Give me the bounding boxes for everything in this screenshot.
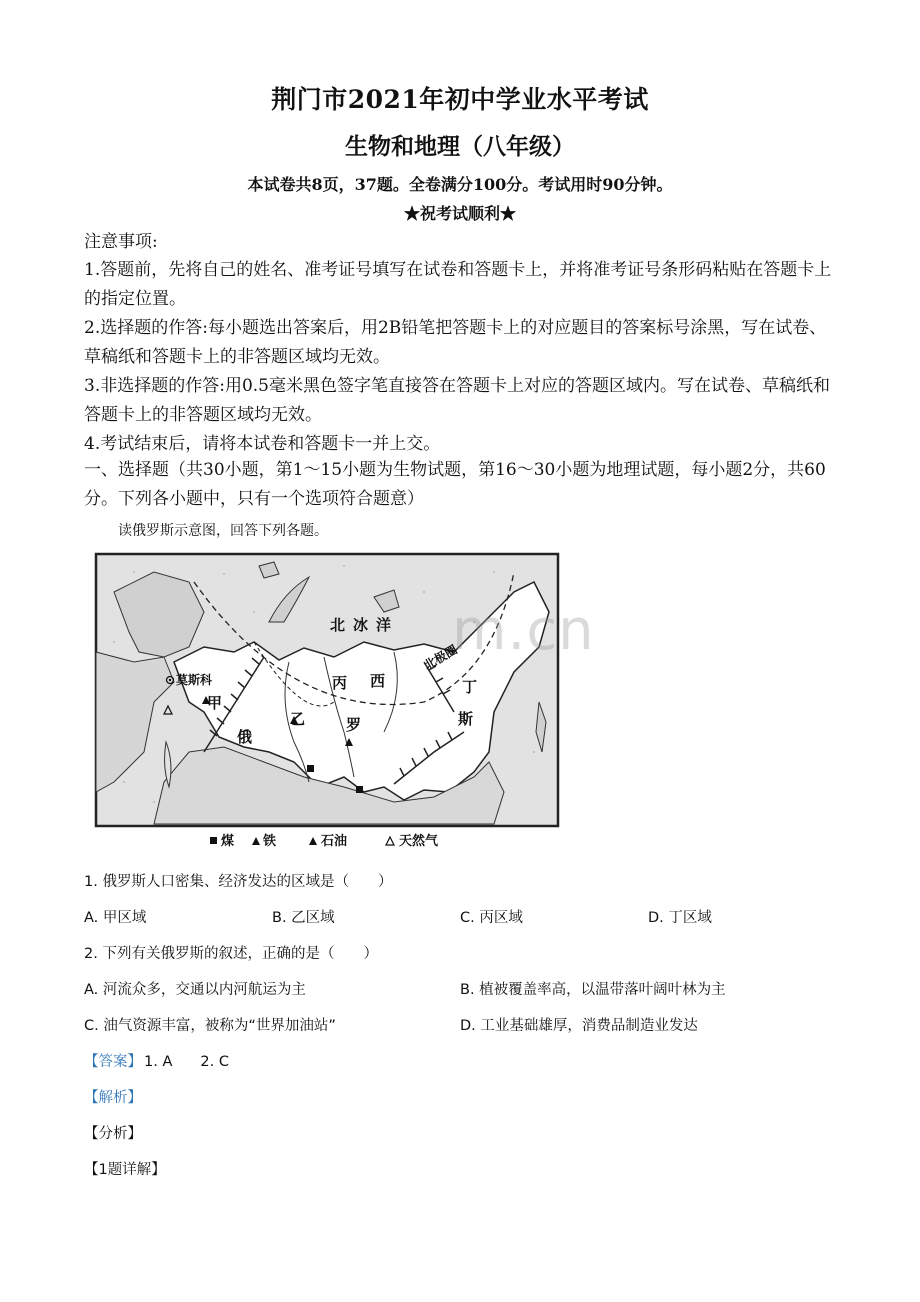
answer-1: 1. A xyxy=(144,1054,173,1070)
notice-item: 2.选择题的作答:每小题选出答案后，用2B铅笔把答题卡上的对应题目的答案标号涂黑，写在试卷、草稿纸和答题卡上的非答题区域均无效。 xyxy=(84,318,827,367)
q1-option-a: A. 甲区域 xyxy=(84,910,147,926)
map-prompt: 读俄罗斯示意图，回答下列各题。 xyxy=(118,523,328,539)
exam-title: 荆门市2021年初中学业水平考试 xyxy=(271,85,649,114)
label-e: 俄 xyxy=(237,728,253,746)
q2-option-b: B. 植被覆盖率高，以温带落叶阔叶林为主 xyxy=(460,982,726,998)
label-jia: 甲 xyxy=(207,694,223,712)
russia-map-figure xyxy=(94,552,560,852)
label-bing: 丙 xyxy=(332,674,348,692)
section-instructions: 一、选择题（共30小题，第1～15小题为生物试题，第16～30小题为地理试题，每小题2分，共60分。下列各小题中，只有一个选项符合题意） xyxy=(84,460,826,509)
label-xi: 西 xyxy=(370,672,386,690)
label-arctic-circle: 北极圈 xyxy=(421,642,460,673)
q1-option-d: D. 丁区域 xyxy=(648,910,712,926)
notice-heading: 注意事项: xyxy=(84,232,158,252)
answer-2: 2. C xyxy=(200,1054,229,1070)
label-si: 斯 xyxy=(458,710,474,728)
legend-iron: 铁 xyxy=(263,834,277,849)
label-yi: 乙 xyxy=(290,710,306,728)
watermark: m.cn xyxy=(452,598,595,663)
exam-wish: ★祝考试顺利★ xyxy=(403,204,516,223)
coal-marker xyxy=(356,786,363,793)
legend-gas: 天然气 xyxy=(399,834,439,849)
q1-detail-heading: 【1题详解】 xyxy=(84,1162,166,1178)
exam-subtitle: 生物和地理（八年级） xyxy=(345,133,575,160)
label-ocean: 北冰洋 xyxy=(330,616,400,634)
q1-option-c: C. 丙区域 xyxy=(460,910,523,926)
q2-option-c: C. 油气资源丰富，被称为“世界加油站” xyxy=(84,1018,336,1034)
answer-tag: 【答案】 xyxy=(84,1054,142,1070)
q2-option-d: D. 工业基础雄厚，消费品制造业发达 xyxy=(460,1018,698,1034)
exam-info: 本试卷共8页，37题。全卷满分100分。考试用时90分钟。 xyxy=(247,175,673,194)
notice-item: 3.非选择题的作答:用0.5毫米黑色签字笔直接答在答题卡上对应的答题区域内。写在试卷、草稿纸和答题卡上的非答题区域均无效。 xyxy=(84,376,830,425)
q1-option-b: B. 乙区域 xyxy=(272,910,335,926)
notice-list xyxy=(84,256,832,459)
label-luo: 罗 xyxy=(346,716,362,734)
coal-marker xyxy=(307,765,314,772)
label-moscow: 莫斯科 xyxy=(176,673,213,687)
q2-option-a: A. 河流众多，交通以内河航运为主 xyxy=(84,982,306,998)
question-1-stem: 1. 俄罗斯人口密集、经济发达的区域是（ ） xyxy=(84,874,393,890)
legend-coal: 煤 xyxy=(221,834,235,849)
label-ding: 丁 xyxy=(462,678,478,696)
map-legend xyxy=(210,833,439,849)
notice-item: 4.考试结束后，请将本试卷和答题卡一并上交。 xyxy=(84,434,441,454)
russia-map xyxy=(94,552,560,852)
fenxi-heading: 【分析】 xyxy=(84,1126,142,1142)
answer-line xyxy=(84,1050,229,1071)
legend-oil: 石油 xyxy=(321,834,348,849)
notice-item: 1.答题前，先将自己的姓名、准考证号填写在试卷和答题卡上，并将准考证号条形码粘贴在答题卡上的指定位置。 xyxy=(84,260,832,309)
analysis-tag: 【解析】 xyxy=(84,1090,142,1106)
question-2-stem: 2. 下列有关俄罗斯的叙述，正确的是（ ） xyxy=(84,946,378,962)
